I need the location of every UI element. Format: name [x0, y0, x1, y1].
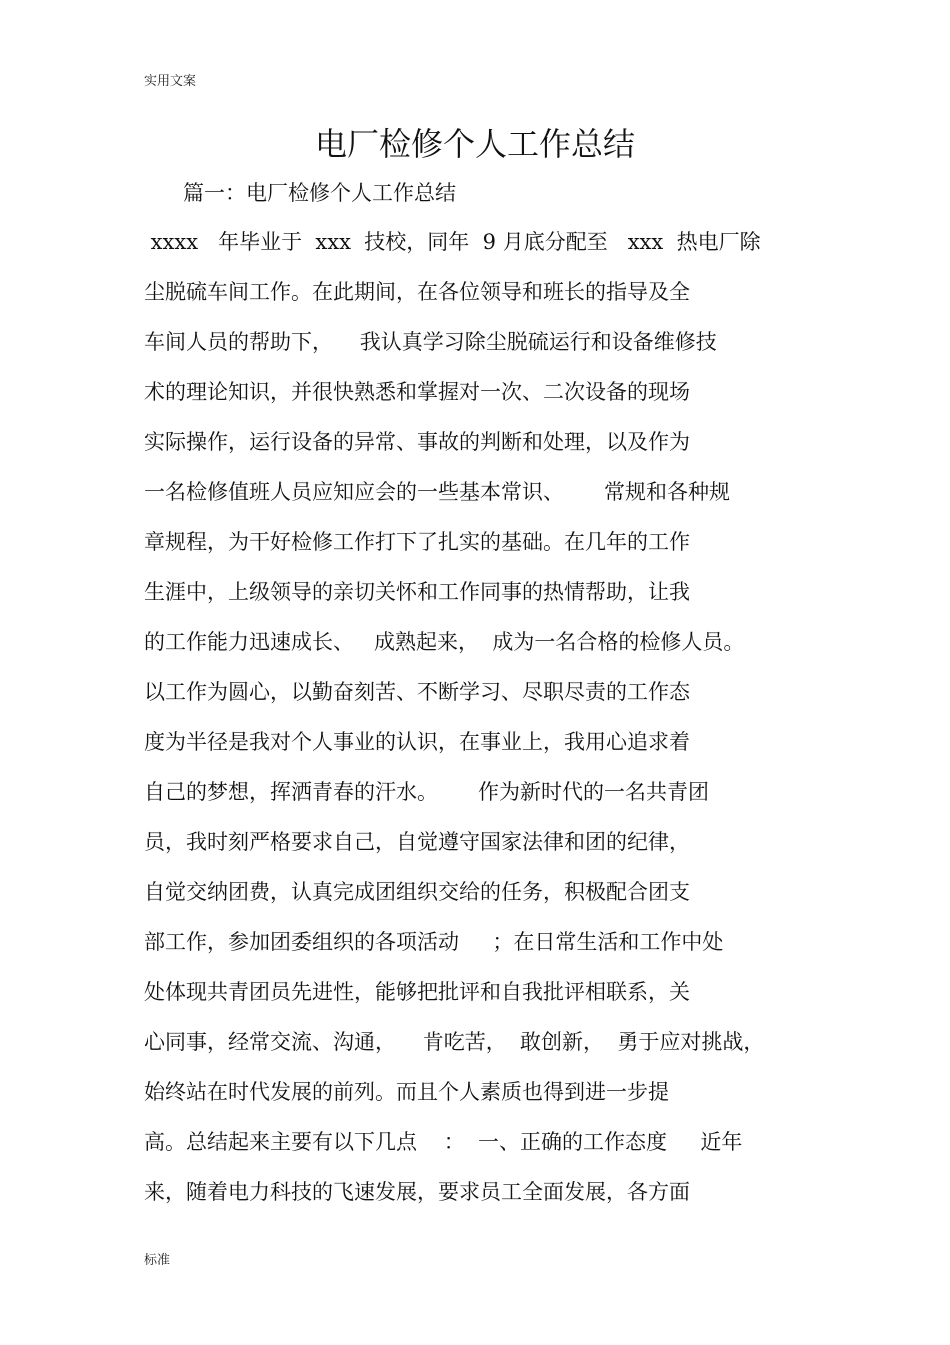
- page-footer-label: 标准: [144, 1253, 171, 1268]
- text-line: 始终站在时代发展的前列。而且个人素质也得到进一步提: [144, 1080, 669, 1104]
- text-line: 度为半径是我对个人事业的认识，在事业上，我用心追求着: [144, 730, 690, 754]
- text-line: 部工作，参加团委组织的各项活动 ；在日常生活和工作中处: [144, 930, 724, 954]
- text-line: 术的理论知识，并很快熟悉和掌握对一次、二次设备的现场: [144, 380, 690, 404]
- text-line: 章规程，为干好检修工作打下了扎实的基础。在几年的工作: [144, 530, 690, 554]
- text-line: 车间人员的帮助下， 我认真学习除尘脱硫运行和设备维修技: [144, 330, 717, 354]
- text-line: 高。总结起来主要有以下几点 ： 一、正确的工作态度 近年: [144, 1130, 743, 1154]
- page-header-label: 实用文案: [144, 74, 197, 89]
- section-heading: 篇一：电厂检修个人工作总结: [183, 181, 456, 205]
- text-line: 尘脱硫车间工作。在此期间，在各位领导和班长的指导及全: [144, 280, 690, 304]
- text-line: 生涯中，上级领导的亲切关怀和工作同事的热情帮助，让我: [144, 580, 690, 604]
- text-line: xxxx 年毕业于 xxx 技校，同年 9 月底分配至 xxx 热电厂除: [144, 230, 761, 254]
- text-line: 的工作能力迅速成长、 成熟起来， 成为一名合格的检修人员。: [144, 630, 745, 654]
- text-line: 自己的梦想，挥洒青春的汗水。 作为新时代的一名共青团: [144, 780, 710, 804]
- text-line: 心同事，经常交流、沟通， 肯吃苦， 敢创新， 勇于应对挑战，: [144, 1030, 765, 1054]
- text-line: 以工作为圆心，以勤奋刻苦、不断学习、尽职尽责的工作态: [144, 680, 690, 704]
- text-line: 一名检修值班人员应知应会的一些基本常识、 常规和各种规: [144, 480, 731, 504]
- body-text: [144, 227, 824, 1227]
- text-line: 员，我时刻严格要求自己，自觉遵守国家法律和团的纪律，: [144, 830, 690, 854]
- text-line: 自觉交纳团费，认真完成团组织交给的任务，积极配合团支: [144, 880, 690, 904]
- document-title: 电厂检修个人工作总结: [314, 125, 635, 163]
- text-line: 来，随着电力科技的飞速发展，要求员工全面发展，各方面: [144, 1180, 690, 1204]
- text-line: 实际操作，运行设备的异常、事故的判断和处理，以及作为: [144, 430, 690, 454]
- text-line: 处体现共青团员先进性，能够把批评和自我批评相联系，关: [144, 980, 690, 1004]
